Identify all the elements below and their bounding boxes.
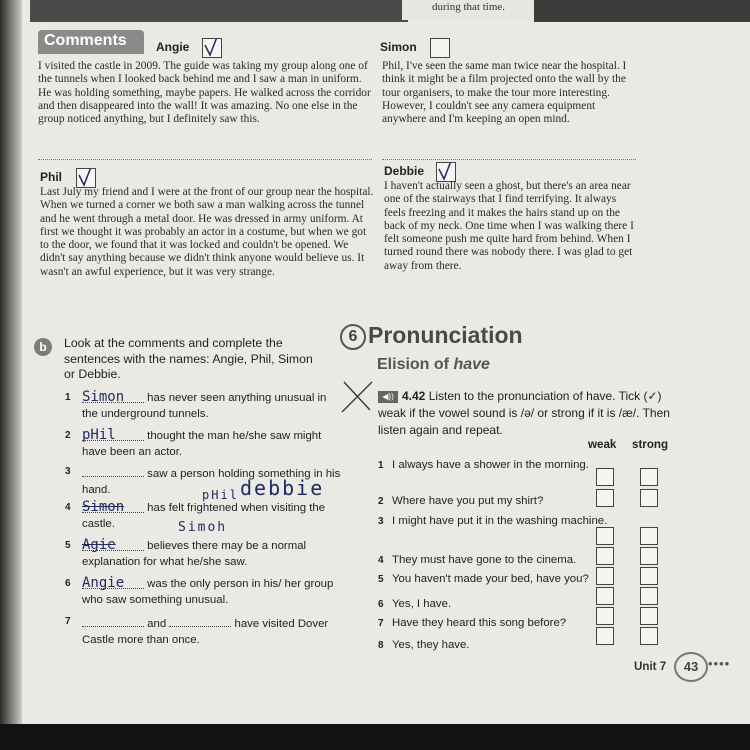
strong-checkbox[interactable] bbox=[640, 527, 658, 545]
strong-checkbox[interactable] bbox=[640, 547, 658, 565]
weak-checkbox[interactable] bbox=[596, 587, 614, 605]
desk-background bbox=[0, 724, 750, 750]
exercise-item: 2 pHil thought the man he/she saw might have been an actor. bbox=[65, 427, 322, 458]
comments-tag: Comments bbox=[38, 30, 144, 54]
answer-field[interactable] bbox=[82, 614, 144, 627]
page-number: 43 bbox=[674, 652, 708, 682]
weak-checkbox[interactable] bbox=[596, 567, 614, 585]
divider bbox=[382, 159, 636, 160]
name-debbie: Debbie bbox=[384, 164, 425, 178]
comment-angie: I visited the castle in 2009. The guide was taking my group along one of the tunnels when I looked back behind me and I saw a man in uniform. He was holding something, maybe papers. He walked across the corridor and then disappeared into the wall! It was amazing. No one else in the group noticed anything, but I definitely saw this. bbox=[38, 60, 371, 126]
pronunciation-item: 2 Where have you put my shirt? bbox=[378, 495, 544, 507]
tick-box-simon[interactable] bbox=[430, 38, 450, 58]
exercise-item: 3 saw a person holding something in his hand. bbox=[65, 466, 341, 496]
weak-checkbox[interactable] bbox=[596, 627, 614, 645]
handwritten-note: pHil bbox=[202, 488, 239, 502]
exercise-item: 5 Agie believes there may be a normal explanation for what he/she saw. bbox=[65, 537, 307, 568]
comment-simon: Phil, I've seen the same man twice near the hospital. I think it might be a film projected onto the wall by the tour organisers, to make the tour more interesting. However, I couldn't see any camera equipment anywhere and I'm keeping an open mind. bbox=[382, 60, 627, 126]
divider bbox=[38, 159, 372, 160]
answer-field[interactable]: Angie bbox=[82, 576, 144, 589]
strong-checkbox[interactable] bbox=[640, 627, 658, 645]
column-strong: strong bbox=[632, 438, 669, 451]
tick-box-phil[interactable] bbox=[76, 168, 96, 188]
unit-label: Unit 7 bbox=[634, 660, 667, 673]
tick-box-debbie[interactable] bbox=[436, 162, 456, 182]
strong-checkbox[interactable] bbox=[640, 468, 658, 486]
audio-track-icon[interactable]: ◀)) bbox=[378, 391, 398, 403]
weak-checkbox[interactable] bbox=[596, 547, 614, 565]
decorative-dots: •••• bbox=[708, 656, 731, 671]
top-photo bbox=[30, 0, 408, 22]
tick-box-angie[interactable] bbox=[202, 38, 222, 58]
check-mark-icon bbox=[203, 39, 221, 57]
weak-checkbox[interactable] bbox=[596, 527, 614, 545]
strong-checkbox[interactable] bbox=[640, 489, 658, 507]
name-phil: Phil bbox=[40, 170, 63, 184]
check-mark-icon bbox=[437, 163, 455, 181]
textbook-page bbox=[22, 0, 750, 724]
strong-checkbox[interactable] bbox=[640, 567, 658, 585]
weak-checkbox[interactable] bbox=[596, 607, 614, 625]
name-simon: Simon bbox=[380, 40, 417, 54]
exercise-b-label: b bbox=[34, 338, 52, 356]
weak-checkbox[interactable] bbox=[596, 489, 614, 507]
pronunciation-item: 6 Yes, I have. bbox=[378, 598, 452, 610]
answer-field[interactable]: pHil bbox=[82, 428, 144, 441]
pronunciation-item: 5 You haven't made your bed, have you? bbox=[378, 573, 589, 585]
answer-field[interactable] bbox=[82, 464, 144, 477]
exercise-item: 6 Angie was the only person in his/ her group who saw something unusual. bbox=[65, 575, 334, 606]
pronunciation-item: 7 Have they heard this song before? bbox=[378, 617, 567, 629]
exercise-item: 7 and have visited Dover Castle more than once. bbox=[65, 616, 329, 646]
exercise-item: 4 Simon has felt frightened when visiting the castle. bbox=[65, 499, 326, 530]
strong-checkbox[interactable] bbox=[640, 607, 658, 625]
pronunciation-item: 8 Yes, they have. bbox=[378, 639, 470, 651]
answer-field[interactable]: Simon bbox=[82, 500, 144, 513]
answer-field[interactable] bbox=[169, 614, 231, 627]
comment-debbie: I haven't actually seen a ghost, but there's an area near one of the stairways that I find terrifying. It always feels freezing and it makes the hairs stand up on the back of my neck. One time when I was walking there I felt someone push me quite hard from behind. When I turned round there was nobody there. I was glad to get away from there. bbox=[384, 180, 634, 272]
pen-cross-mark bbox=[340, 380, 374, 414]
pronunciation-item: 1 I always have a shower in the morning. bbox=[378, 459, 589, 471]
top-photo-right bbox=[534, 0, 750, 22]
weak-checkbox[interactable] bbox=[596, 468, 614, 486]
exercise-b-instruction: Look at the comments and complete the sentences with the names: Angie, Phil, Simon or Debbie. bbox=[64, 336, 313, 381]
handwritten-note: Simoh bbox=[178, 520, 228, 535]
pronunciation-item: 4 They must have gone to the cinema. bbox=[378, 554, 577, 566]
section-title: Pronunciation bbox=[368, 322, 523, 348]
name-angie: Angie bbox=[156, 40, 190, 54]
book-spine-edge bbox=[0, 0, 22, 750]
listen-instruction: 4.42 Listen to the pronunciation of have. Tick (✓) weak if the vowel sound is /ə/ or strong if it is /æ/. Then listen again and repeat. bbox=[378, 389, 670, 437]
handwritten-note: debbie bbox=[240, 476, 325, 500]
answer-field[interactable]: Simon bbox=[82, 390, 144, 403]
check-mark-icon bbox=[77, 169, 95, 187]
section-subtitle: Elision of have bbox=[377, 356, 490, 373]
strong-checkbox[interactable] bbox=[640, 587, 658, 605]
top-caption: during that time. bbox=[432, 1, 506, 13]
comment-phil: Last July my friend and I were at the front of our group near the hospital. When we turned a corner we both saw a man walking across the tunnel and he went through a metal door. He was dressed in army uniform. At first we thought it was probably an actor in a costume, but when we got to the door, we found that it was locked and couldn't be opened. We didn't say anything because we didn't think anyone would believe us. It wasn't an awful experience, but it was very strange. bbox=[40, 186, 374, 278]
exercise-item: 1 Simon has never seen anything unusual in the underground tunnels. bbox=[65, 389, 327, 420]
column-weak: weak bbox=[588, 438, 617, 451]
answer-field[interactable]: Agie bbox=[82, 538, 144, 551]
pronunciation-item: 3 I might have put it in the washing machine. bbox=[378, 515, 608, 527]
section-number: 6 bbox=[340, 324, 366, 350]
